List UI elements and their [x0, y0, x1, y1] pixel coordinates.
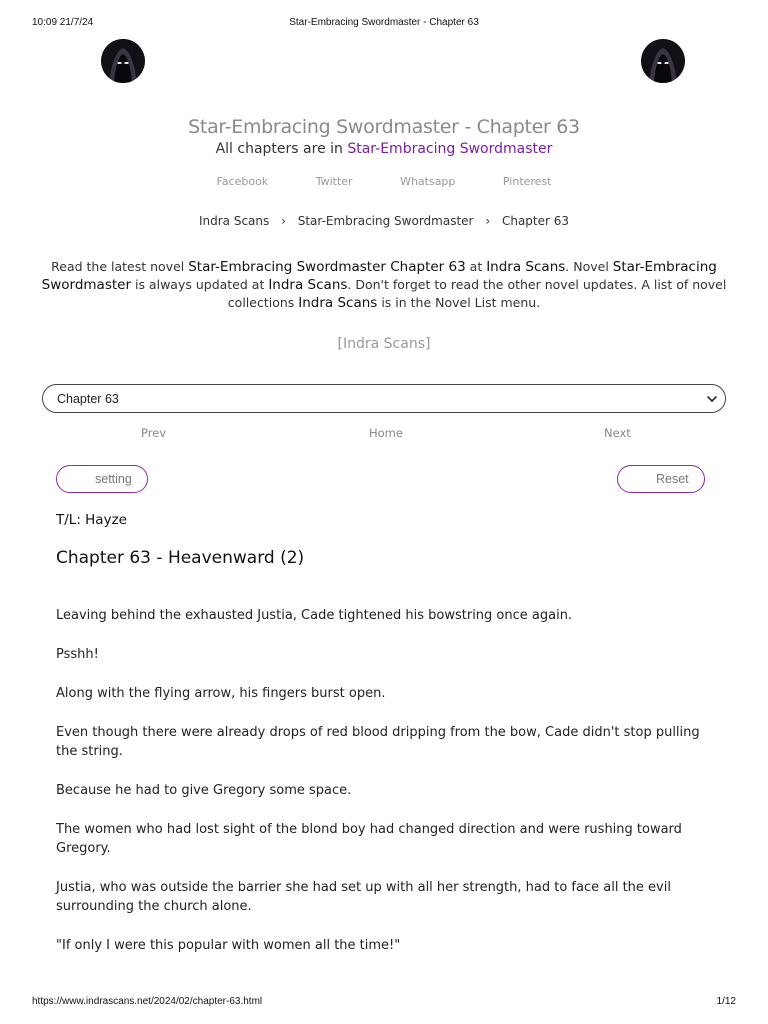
- intro-novel-name: Star-Embracing Swordmaster: [41, 259, 717, 293]
- chapter-select[interactable]: [42, 384, 726, 413]
- paragraph: Justia, who was outside the barrier she had set up with all her strength, had to face all the evil surrounding the church alone.: [56, 880, 671, 914]
- share-twitter[interactable]: Twitter: [315, 175, 353, 188]
- next-link[interactable]: Next: [604, 426, 631, 440]
- page-title: Star-Embracing Swordmaster - Chapter 63: [188, 116, 580, 138]
- print-page-count: 1/12: [716, 996, 736, 1007]
- share-pinterest[interactable]: Pinterest: [502, 175, 552, 188]
- intro-text-part: . Don't forget to read the other novel updates. A list of novel collections: [227, 277, 727, 310]
- intro-novel-chapter: Star-Embracing Swordmaster Chapter 63: [188, 259, 466, 275]
- paragraph: Psshh!: [56, 647, 99, 662]
- intro-site-name: Indra Scans: [486, 259, 566, 275]
- intro-site-name: Indra Scans: [298, 295, 378, 311]
- home-link[interactable]: Home: [369, 426, 403, 440]
- translator-credit: T/L: Hayze: [56, 512, 127, 528]
- paragraph: Leaving behind the exhausted Justia, Cade tightened his bowstring once again.: [56, 608, 573, 623]
- prev-link[interactable]: Prev: [141, 426, 167, 440]
- share-whatsapp[interactable]: Whatsapp: [400, 175, 456, 188]
- paragraph: Along with the flying arrow, his fingers burst open.: [56, 686, 386, 701]
- intro-text-part: is in the Novel List menu.: [377, 295, 541, 310]
- print-doc-title: Star-Embracing Swordmaster - Chapter 63: [289, 17, 479, 28]
- setting-button-label: setting: [95, 472, 132, 486]
- reset-button[interactable]: [617, 465, 705, 493]
- chapter-heading: Chapter 63 - Heavenward (2): [56, 548, 305, 568]
- paragraph: The women who had lost sight of the blond boy had changed direction and were rushing toward Gregory.: [56, 822, 682, 856]
- print-datetime: 10:09 21/7/24: [32, 17, 94, 28]
- intro-text-part: Read the latest novel: [51, 259, 189, 274]
- series-link[interactable]: Star-Embracing Swordmaster: [347, 141, 553, 157]
- intro-text-part: . Novel: [565, 259, 613, 274]
- paragraph: Even though there were already drops of red blood dripping from the bow, Cade didn't stop pulling the string.: [56, 725, 700, 759]
- intro-site-name: Indra Scans: [268, 277, 348, 293]
- scans-tag: [Indra Scans]: [337, 336, 431, 352]
- paragraph: Because he had to give Gregory some space.: [56, 783, 352, 798]
- breadcrumb-home[interactable]: Indra Scans: [198, 214, 270, 228]
- intro-text-part: is always updated at: [131, 277, 269, 292]
- chapter-content: [56, 606, 716, 975]
- breadcrumb-separator: ›: [485, 214, 491, 228]
- chevron-down-icon: [705, 392, 719, 409]
- print-url: https://www.indrascans.net/2024/02/chapter-63.html: [32, 996, 263, 1007]
- page-subtitle: [0, 141, 768, 157]
- reset-button-label: Reset: [656, 472, 689, 486]
- hooded-avatar-icon[interactable]: [641, 39, 685, 83]
- share-links: [0, 175, 768, 188]
- intro-text-part: at: [465, 259, 487, 274]
- intro-text: [34, 258, 734, 312]
- breadcrumb-chapter[interactable]: Chapter 63: [501, 214, 570, 228]
- subtitle-prefix: All chapters are in: [215, 141, 348, 157]
- paragraph: "If only I were this popular with women all the time!": [56, 938, 401, 953]
- setting-button[interactable]: [56, 465, 148, 493]
- breadcrumb: [0, 214, 768, 228]
- share-facebook[interactable]: Facebook: [216, 175, 269, 188]
- chapter-select-value: Chapter 63: [57, 392, 119, 406]
- hooded-avatar-icon[interactable]: [101, 39, 145, 83]
- breadcrumb-separator: ›: [281, 214, 286, 228]
- breadcrumb-series[interactable]: Star-Embracing Swordmaster: [297, 214, 474, 228]
